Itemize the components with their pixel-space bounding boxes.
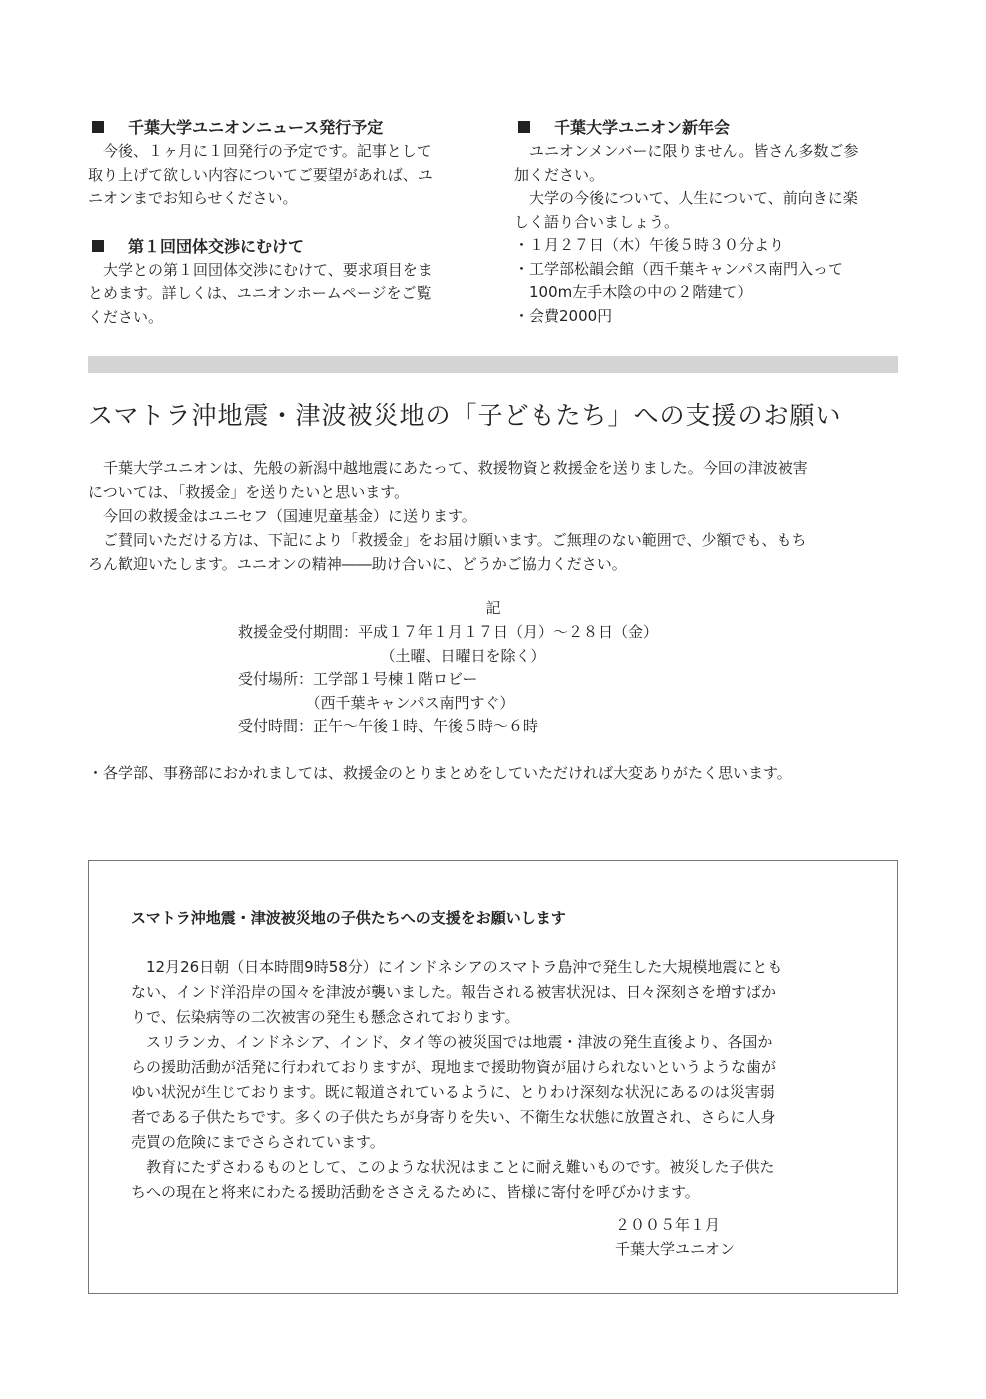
donation-details bbox=[238, 621, 658, 739]
right-column bbox=[514, 116, 906, 328]
appeal-title: スマトラ沖地震・津波被災地の「子どもたち」への支援のお願い bbox=[88, 401, 842, 430]
ki-marker: 記 bbox=[485, 599, 501, 617]
section-divider bbox=[88, 356, 898, 373]
detail-line: 救援金受付期間：平成１７年１月１７日（月）～２８日（金） bbox=[238, 623, 659, 641]
negotiation-heading: 第１回団体交渉にむけて bbox=[128, 236, 305, 256]
appeal-paragraph: ご賛同いただける方は、下記により「救援金」をお届け願います。ご無理のない範囲で、少額でも、もち ろん歓迎いたします。ユニオンの精神――助け合いに、どうかご協力ください。 bbox=[88, 531, 807, 573]
detail-line: （西千葉キャンパス南門すぐ） bbox=[238, 693, 515, 712]
section-heading bbox=[88, 116, 480, 140]
statement-paragraph: 12月26日朝（日本時間9時58分）にインドネシアのスマトラ島沖で発生した大規模地震にとも ない、インド洋沿岸の国々を津波が襲いました。報告される被害状況は、日々深刻さを増すばか りで、伝染病等の二次被害の発生も懸念されております。 bbox=[131, 958, 783, 1026]
statement-title: スマトラ沖地震・津波被災地の子供たちへの支援をお願いします bbox=[131, 909, 566, 927]
section-heading bbox=[88, 235, 480, 259]
statement-box bbox=[88, 860, 898, 1294]
list-item: ・工学部松韻会館（西千葉キャンパス南門入って bbox=[514, 259, 843, 278]
appeal-intro bbox=[88, 456, 898, 576]
faculty-note: ・各学部、事務部におかれましては、救援金のとりまとめをしていただければ大変ありがたく思います。 bbox=[88, 764, 792, 782]
detail-line: 受付場所：工学部１号棟１階ロビー bbox=[238, 670, 478, 688]
party-paragraph: 大学の今後について、人生について、前向きに楽 しく語り合いましょう。 bbox=[514, 189, 858, 231]
new-year-party-heading: 千葉大学ユニオン新年会 bbox=[554, 118, 731, 137]
statement-body bbox=[131, 955, 861, 1205]
party-paragraph: ユニオンメンバーに限りません。皆さん多数ご参 加ください。 bbox=[514, 142, 859, 184]
signature-block bbox=[615, 1213, 735, 1261]
square-bullet-icon bbox=[92, 121, 104, 133]
appeal-paragraph: 今回の救援金はユニセフ（国連児童基金）に送ります。 bbox=[103, 507, 477, 525]
appeal-paragraph: 千葉大学ユニオンは、先般の新潟中越地震にあたって、救援物資と救援金を送りました。今回の津波被害 については、「救援金」を送りたいと思います。 bbox=[88, 459, 808, 501]
statement-paragraph: 教育にたずさわるものとして、このような状況はまことに耐え難いものです。被災した子供た ちへの現在と将来にわたる援助活動をささえるために、皆様に寄付を呼びかけます。 bbox=[131, 1158, 775, 1201]
statement-paragraph: スリランカ、インドネシア、インド、タイ等の被災国では地震・津波の発生直後より、各国か らの援助活動が活発に行われておりますが、現地まで援助物資が届けられないというような歯が ゆい状況が生じております。既に報道されているように、とりわけ深刻な状況にあるのは災害弱 者である子供たちです。多くの子供たちが身寄りを失い、不衛生な状態に放置され、さらに人身 売買の危険にまでさらされています。 bbox=[131, 1033, 777, 1151]
list-item: ・会費2000円 bbox=[514, 306, 613, 325]
negotiation-body: 大学との第１回団体交渉にむけて、要求項目をま とめます。詳しくは、ユニオンホームページをご覧 ください。 bbox=[88, 260, 433, 326]
statement-date: ２００５年１月 bbox=[615, 1216, 721, 1234]
section-heading bbox=[514, 116, 906, 140]
square-bullet-icon bbox=[92, 240, 104, 252]
party-details-list bbox=[514, 234, 906, 328]
square-bullet-icon bbox=[518, 121, 530, 133]
newsletter-body: 今後、１ヶ月に１回発行の予定です。記事として 取り上げて欲しい内容についてご要望があれば、ユ ニオンまでお知らせください。 bbox=[88, 142, 433, 207]
detail-line: （土曜、日曜日を除く） bbox=[238, 646, 546, 665]
left-column bbox=[88, 116, 480, 329]
detail-line: 受付時間：正午～午後１時、午後５時～６時 bbox=[238, 717, 539, 735]
statement-signer: 千葉大学ユニオン bbox=[615, 1240, 736, 1258]
list-item: ・１月２７日（木）午後５時３０分より bbox=[514, 236, 785, 254]
list-item: 100m左手木陰の中の２階建て） bbox=[514, 283, 753, 301]
newsletter-heading: 千葉大学ユニオンニュース発行予定 bbox=[128, 118, 384, 137]
